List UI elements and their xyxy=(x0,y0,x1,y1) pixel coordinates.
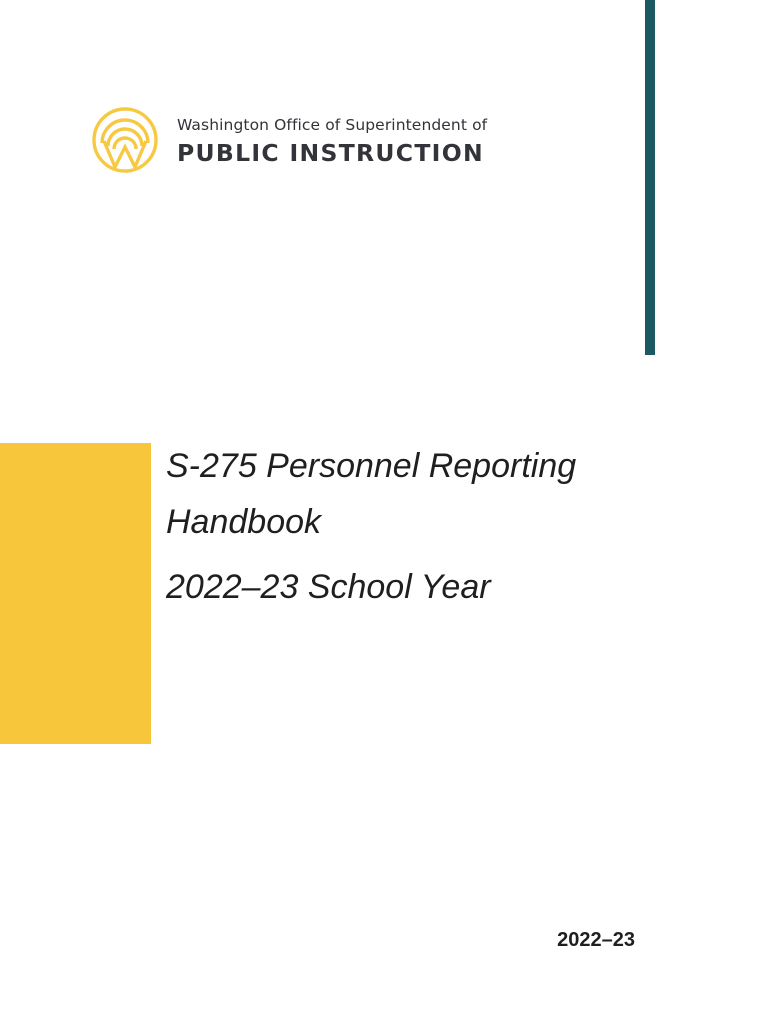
document-title-line2: Handbook xyxy=(166,503,322,541)
document-title-block xyxy=(166,438,576,615)
ospi-logo-icon xyxy=(90,107,160,173)
agency-name-line2: PUBLIC INSTRUCTION xyxy=(177,139,484,167)
footer-year: 2022–23 xyxy=(557,929,635,951)
gold-accent-block xyxy=(0,443,151,744)
agency-name xyxy=(177,115,487,168)
agency-name-line1: Washington Office of Superintendent of xyxy=(177,116,488,134)
document-subtitle: 2022–23 School Year xyxy=(166,568,491,606)
teal-accent-bar xyxy=(645,0,655,355)
document-title-line1: S-275 Personnel Reporting xyxy=(166,447,577,485)
